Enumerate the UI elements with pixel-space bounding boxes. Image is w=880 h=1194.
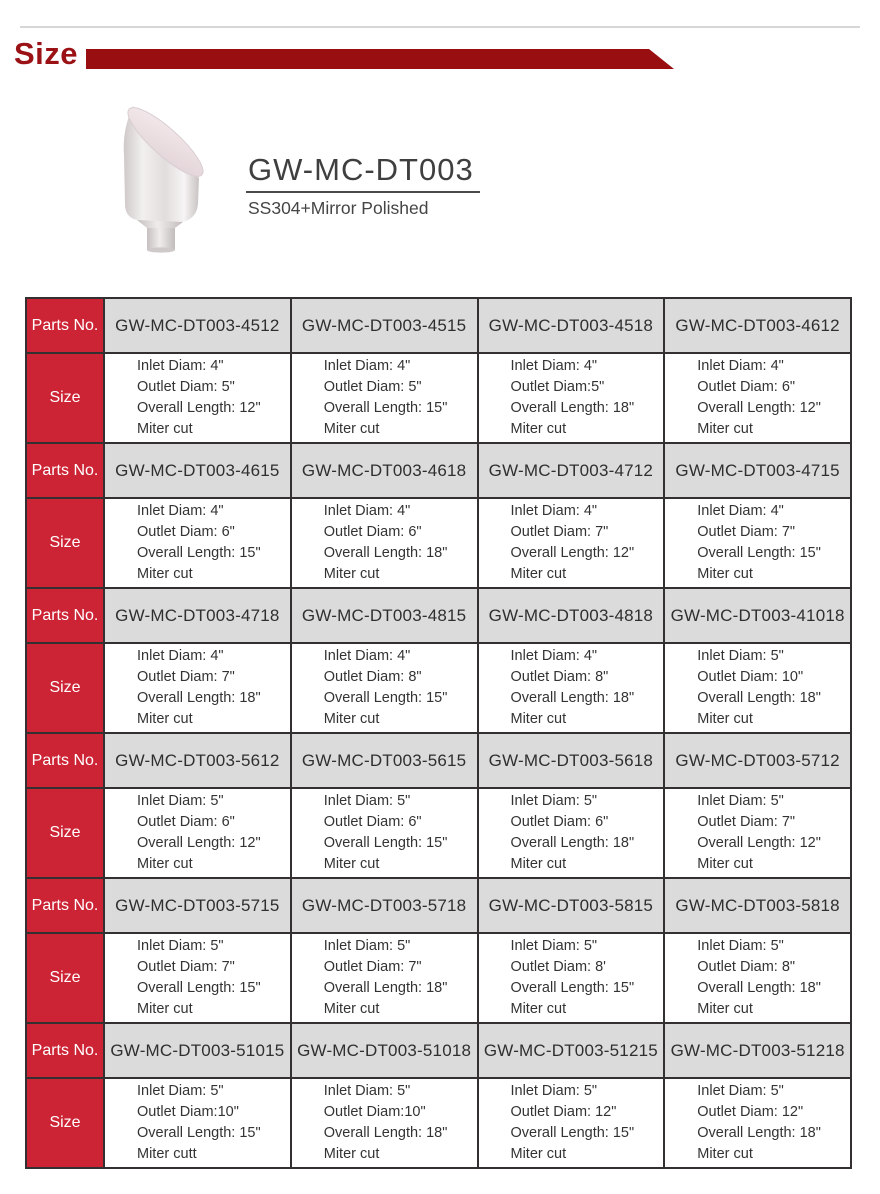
size-spec-line: Outlet Diam: 7" xyxy=(137,958,235,975)
row-label-size: Size xyxy=(26,933,104,1023)
parts-no-cell: GW-MC-DT003-5712 xyxy=(664,733,851,788)
size-spec-line: Inlet Diam: 4" xyxy=(323,502,411,519)
size-spec-line: Inlet Diam: 4" xyxy=(137,357,224,374)
size-spec-line: Overall Length: 18" xyxy=(510,690,635,706)
parts-no-cell: GW-MC-DT003-4618 xyxy=(291,443,478,498)
size-spec-line: Inlet Diam: 5" xyxy=(697,937,784,954)
parts-no-cell: GW-MC-DT003-4715 xyxy=(664,443,851,498)
size-spec-line: Outlet Diam: 6" xyxy=(510,813,609,830)
size-spec-line: Outlet Diam:10" xyxy=(323,1103,426,1120)
size-spec-line: Inlet Diam: 5" xyxy=(697,647,784,664)
size-spec-line: Miter cut xyxy=(137,1001,193,1018)
size-spec-line: Outlet Diam: 12" xyxy=(697,1103,804,1120)
section-title-banner xyxy=(86,49,674,69)
size-spec-line: Miter cutt xyxy=(137,1146,197,1163)
size-spec-cell xyxy=(104,1078,291,1168)
size-spec-line: Outlet Diam: 8" xyxy=(510,668,609,685)
section-title: Size xyxy=(14,36,79,71)
size-spec-line: Overall Length: 12" xyxy=(137,400,261,416)
size-spec-line: Inlet Diam: 5" xyxy=(137,1082,224,1099)
parts-row-3 xyxy=(26,588,851,643)
size-spec-line: Miter cut xyxy=(323,711,380,728)
size-spec-line: Outlet Diam: 7" xyxy=(697,813,796,830)
row-label-parts-no: Parts No. xyxy=(26,298,104,353)
parts-no-cell: GW-MC-DT003-5815 xyxy=(478,878,665,933)
row-label-parts-no: Parts No. xyxy=(26,1023,104,1078)
size-spec-line: Overall Length: 15" xyxy=(137,980,261,996)
size-spec-line: Inlet Diam: 4" xyxy=(137,502,224,519)
size-spec-line: Overall Length: 18" xyxy=(697,1125,821,1141)
size-spec-line: Outlet Diam: 7" xyxy=(137,668,235,685)
size-spec-line: Overall Length: 15" xyxy=(323,690,448,706)
parts-no-cell: GW-MC-DT003-5818 xyxy=(664,878,851,933)
size-row-6 xyxy=(26,1078,851,1168)
size-spec-line: Inlet Diam: 5" xyxy=(137,937,224,954)
parts-no-cell: GW-MC-DT003-5615 xyxy=(291,733,478,788)
size-spec-line: Miter cut xyxy=(510,856,567,873)
row-label-size: Size xyxy=(26,643,104,733)
size-spec-line: Overall Length: 15" xyxy=(137,545,261,561)
size-spec-line: Overall Length: 18" xyxy=(323,1125,448,1141)
size-spec-cell xyxy=(664,498,851,588)
row-label-size: Size xyxy=(26,353,104,443)
size-spec-line: Outlet Diam: 12" xyxy=(510,1103,617,1120)
size-spec-line: Outlet Diam: 8' xyxy=(510,958,606,975)
row-label-parts-no: Parts No. xyxy=(26,733,104,788)
size-spec-line: Miter cut xyxy=(323,856,380,873)
parts-row-5 xyxy=(26,878,851,933)
size-spec-line: Miter cut xyxy=(137,856,193,873)
size-spec-line: Miter cut xyxy=(137,421,193,438)
size-spec-line: Miter cut xyxy=(510,566,567,583)
parts-no-cell: GW-MC-DT003-4615 xyxy=(104,443,291,498)
size-spec-cell xyxy=(104,933,291,1023)
size-spec-line: Inlet Diam: 4" xyxy=(323,647,411,664)
size-spec-line: Miter cut xyxy=(697,711,753,728)
parts-no-cell: GW-MC-DT003-5715 xyxy=(104,878,291,933)
size-row-3 xyxy=(26,643,851,733)
size-spec-line: Miter cut xyxy=(323,1146,380,1163)
parts-no-cell: GW-MC-DT003-51215 xyxy=(478,1023,665,1078)
size-spec-line: Outlet Diam: 5" xyxy=(137,378,235,395)
size-spec-line: Miter cut xyxy=(137,711,193,728)
size-spec-cell xyxy=(478,933,665,1023)
size-spec-line: Miter cut xyxy=(323,421,380,438)
size-spec-line: Outlet Diam: 8" xyxy=(323,668,422,685)
size-spec-line: Overall Length: 18" xyxy=(137,690,261,706)
size-spec-line: Overall Length: 15" xyxy=(137,1125,261,1141)
size-spec-line: Overall Length: 15" xyxy=(510,1125,635,1141)
size-spec-cell xyxy=(291,933,478,1023)
size-spec-cell xyxy=(664,933,851,1023)
size-spec-line: Miter cut xyxy=(697,421,753,438)
size-spec-line: Outlet Diam: 10" xyxy=(697,668,804,685)
parts-no-cell: GW-MC-DT003-51218 xyxy=(664,1023,851,1078)
size-spec-line: Inlet Diam: 4" xyxy=(510,502,598,519)
size-spec-line: Outlet Diam: 6" xyxy=(137,813,235,830)
size-spec-line: Outlet Diam: 6" xyxy=(323,523,422,540)
size-spec-cell xyxy=(291,353,478,443)
size-spec-line: Overall Length: 18" xyxy=(697,980,821,996)
size-spec-cell xyxy=(664,788,851,878)
size-spec-line: Miter cut xyxy=(697,856,753,873)
row-label-parts-no: Parts No. xyxy=(26,878,104,933)
size-spec-line: Outlet Diam: 5" xyxy=(323,378,422,395)
size-spec-cell xyxy=(478,498,665,588)
parts-no-cell: GW-MC-DT003-51015 xyxy=(104,1023,291,1078)
size-spec-cell xyxy=(104,498,291,588)
parts-no-cell: GW-MC-DT003-4515 xyxy=(291,298,478,353)
size-spec-line: Inlet Diam: 5" xyxy=(697,1082,784,1099)
size-spec-line: Outlet Diam: 6" xyxy=(697,378,796,395)
size-table-body xyxy=(26,298,851,1168)
size-spec-line: Inlet Diam: 4" xyxy=(323,357,411,374)
size-spec-line: Overall Length: 12" xyxy=(697,835,821,851)
size-spec-line: Miter cut xyxy=(323,1001,380,1018)
size-spec-line: Outlet Diam: 6" xyxy=(323,813,422,830)
size-spec-cell xyxy=(478,643,665,733)
size-spec-line: Miter cut xyxy=(697,1001,753,1018)
row-label-size: Size xyxy=(26,1078,104,1168)
size-spec-line: Outlet Diam: 6" xyxy=(137,523,235,540)
row-label-parts-no: Parts No. xyxy=(26,588,104,643)
parts-no-cell: GW-MC-DT003-5612 xyxy=(104,733,291,788)
size-row-2 xyxy=(26,498,851,588)
top-divider-line xyxy=(20,26,860,28)
size-spec-line: Overall Length: 12" xyxy=(510,545,635,561)
size-spec-cell xyxy=(291,498,478,588)
size-spec-line: Inlet Diam: 5" xyxy=(510,792,598,809)
size-spec-line: Miter cut xyxy=(510,421,567,438)
size-row-1 xyxy=(26,353,851,443)
parts-no-cell: GW-MC-DT003-4718 xyxy=(104,588,291,643)
parts-row-2 xyxy=(26,443,851,498)
product-title-block xyxy=(246,152,480,219)
parts-no-cell: GW-MC-DT003-4612 xyxy=(664,298,851,353)
size-spec-line: Miter cut xyxy=(697,566,753,583)
parts-no-cell: GW-MC-DT003-4815 xyxy=(291,588,478,643)
size-spec-table xyxy=(25,297,852,1169)
parts-no-cell: GW-MC-DT003-5618 xyxy=(478,733,665,788)
size-spec-line: Inlet Diam: 5" xyxy=(510,1082,598,1099)
size-row-4 xyxy=(26,788,851,878)
size-spec-line: Outlet Diam:5" xyxy=(510,378,605,395)
row-label-size: Size xyxy=(26,498,104,588)
size-spec-cell xyxy=(104,643,291,733)
parts-no-cell: GW-MC-DT003-4712 xyxy=(478,443,665,498)
size-spec-cell xyxy=(104,788,291,878)
parts-no-cell: GW-MC-DT003-4818 xyxy=(478,588,665,643)
size-spec-line: Inlet Diam: 5" xyxy=(137,792,224,809)
size-spec-line: Outlet Diam: 8" xyxy=(697,958,796,975)
section-header xyxy=(14,36,864,72)
size-spec-cell xyxy=(664,353,851,443)
size-spec-line: Miter cut xyxy=(510,711,567,728)
parts-no-cell: GW-MC-DT003-4512 xyxy=(104,298,291,353)
size-spec-line: Inlet Diam: 5" xyxy=(323,792,411,809)
size-spec-line: Outlet Diam: 7" xyxy=(323,958,422,975)
size-spec-line: Overall Length: 18" xyxy=(323,980,448,996)
parts-row-1 xyxy=(26,298,851,353)
parts-no-cell: GW-MC-DT003-4518 xyxy=(478,298,665,353)
size-spec-line: Miter cut xyxy=(137,566,193,583)
product-image xyxy=(95,86,225,254)
size-spec-line: Inlet Diam: 4" xyxy=(137,647,224,664)
size-spec-line: Miter cut xyxy=(510,1146,567,1163)
row-label-parts-no: Parts No. xyxy=(26,443,104,498)
size-spec-line: Overall Length: 12" xyxy=(137,835,261,851)
size-spec-line: Inlet Diam: 4" xyxy=(697,502,784,519)
row-label-size: Size xyxy=(26,788,104,878)
size-row-5 xyxy=(26,933,851,1023)
size-spec-cell xyxy=(664,1078,851,1168)
size-spec-line: Overall Length: 18" xyxy=(323,545,448,561)
size-spec-line: Outlet Diam: 7" xyxy=(697,523,796,540)
size-spec-line: Miter cut xyxy=(323,566,380,583)
size-spec-line: Overall Length: 15" xyxy=(323,835,448,851)
parts-row-6 xyxy=(26,1023,851,1078)
size-spec-cell xyxy=(291,1078,478,1168)
size-spec-line: Miter cut xyxy=(697,1146,753,1163)
size-spec-line: Inlet Diam: 5" xyxy=(510,937,598,954)
size-spec-cell xyxy=(478,353,665,443)
size-spec-line: Overall Length: 15" xyxy=(697,545,821,561)
product-material: SS304+Mirror Polished xyxy=(248,198,429,218)
size-spec-cell xyxy=(104,353,291,443)
size-spec-line: Overall Length: 18" xyxy=(510,400,635,416)
size-spec-line: Outlet Diam:10" xyxy=(137,1103,239,1120)
size-spec-line: Inlet Diam: 4" xyxy=(510,647,598,664)
parts-row-4 xyxy=(26,733,851,788)
size-spec-line: Overall Length: 18" xyxy=(697,690,821,706)
size-spec-cell xyxy=(478,788,665,878)
product-model: GW-MC-DT003 xyxy=(246,152,480,193)
product-header xyxy=(0,84,880,254)
size-spec-line: Inlet Diam: 4" xyxy=(697,357,784,374)
size-spec-line: Overall Length: 15" xyxy=(510,980,635,996)
size-spec-cell xyxy=(478,1078,665,1168)
size-spec-line: Overall Length: 12" xyxy=(697,400,821,416)
size-spec-line: Overall Length: 18" xyxy=(510,835,635,851)
size-spec-line: Inlet Diam: 5" xyxy=(697,792,784,809)
size-spec-cell xyxy=(664,643,851,733)
parts-no-cell: GW-MC-DT003-5718 xyxy=(291,878,478,933)
size-spec-line: Miter cut xyxy=(510,1001,567,1018)
size-spec-line: Inlet Diam: 5" xyxy=(323,937,411,954)
size-spec-cell xyxy=(291,643,478,733)
parts-no-cell: GW-MC-DT003-51018 xyxy=(291,1023,478,1078)
size-spec-line: Inlet Diam: 5" xyxy=(323,1082,411,1099)
size-spec-line: Inlet Diam: 4" xyxy=(510,357,598,374)
parts-no-cell: GW-MC-DT003-41018 xyxy=(664,588,851,643)
size-spec-line: Overall Length: 15" xyxy=(323,400,448,416)
size-spec-line: Outlet Diam: 7" xyxy=(510,523,609,540)
size-spec-cell xyxy=(291,788,478,878)
